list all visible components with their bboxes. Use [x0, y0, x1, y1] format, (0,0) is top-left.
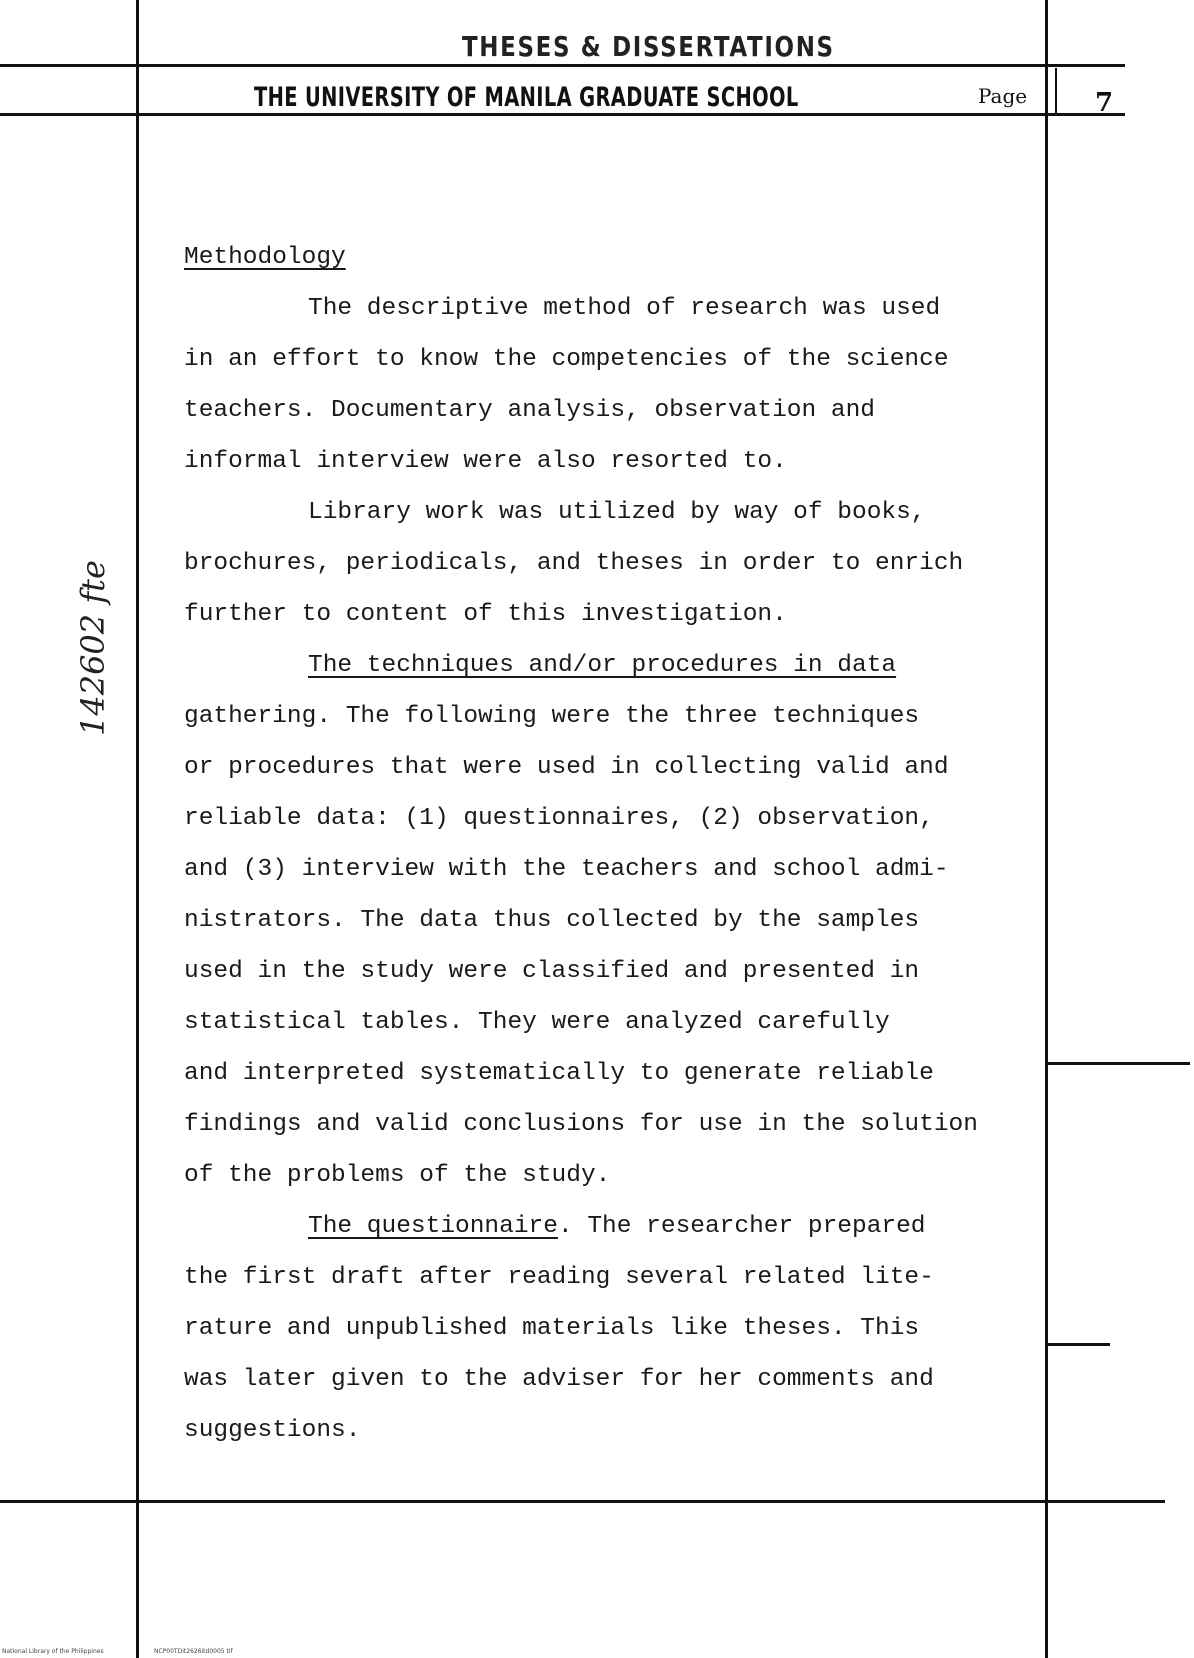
header-top-rule — [0, 64, 1125, 67]
text-segment: statistical tables. They were analyzed carefully — [184, 1009, 890, 1036]
theses-dissertations-stamp: THESES & DISSERTATIONS — [462, 30, 835, 63]
body-text — [184, 232, 1034, 1456]
text-segment: of the problems of the study. — [184, 1162, 611, 1189]
text-line — [184, 1099, 1034, 1150]
text-segment: and interpreted systematically to generate reliable — [184, 1060, 934, 1087]
text-segment: further to content of this investigation. — [184, 601, 787, 628]
text-segment: and (3) interview with the teachers and school admi- — [184, 856, 949, 883]
text-line — [184, 436, 1034, 487]
text-segment: . The researcher prepared — [557, 1213, 926, 1240]
text-line — [184, 1201, 1034, 1252]
text-segment: reliable data: (1) questionnaires, (2) observation, — [184, 805, 934, 832]
right-margin-tick-lower — [1045, 1343, 1110, 1346]
text-line — [184, 538, 1034, 589]
frame-left-line — [136, 0, 139, 1658]
text-line — [184, 1252, 1034, 1303]
page-number-cell-left-rule — [1055, 68, 1057, 114]
text-line — [184, 640, 1034, 691]
text-segment: or procedures that were used in collecting valid and — [184, 754, 949, 781]
text-line — [184, 232, 1034, 283]
text-segment: informal interview were also resorted to. — [184, 448, 787, 475]
text-line — [184, 844, 1034, 895]
text-segment: The descriptive method of research was used — [308, 295, 941, 322]
frame-right-line — [1045, 0, 1048, 1658]
text-line — [184, 283, 1034, 334]
text-segment: was later given to the adviser for her comments and — [184, 1366, 934, 1393]
footer-library-note: National Library of the Philippines — [2, 1648, 104, 1655]
text-line — [184, 793, 1034, 844]
text-segment: Library work was utilized by way of books, — [308, 499, 926, 526]
text-segment: the first draft after reading several related lite- — [184, 1264, 934, 1291]
text-line — [184, 742, 1034, 793]
text-line — [184, 385, 1034, 436]
text-line — [184, 895, 1034, 946]
underlined-heading: Methodology — [184, 244, 346, 271]
text-line — [184, 1354, 1034, 1405]
text-segment: used in the study were classified and presented in — [184, 958, 920, 985]
text-line — [184, 1405, 1034, 1456]
header-bottom-rule — [0, 113, 1125, 116]
text-line — [184, 997, 1034, 1048]
text-segment: findings and valid conclusions for use in the solution — [184, 1111, 978, 1138]
right-margin-tick-upper — [1045, 1062, 1190, 1065]
text-line — [184, 589, 1034, 640]
text-segment: rature and unpublished materials like theses. This — [184, 1315, 920, 1342]
text-segment: gathering. The following were the three techniques — [184, 703, 920, 730]
page-label: Page — [978, 84, 1028, 108]
text-line — [184, 1303, 1034, 1354]
underlined-heading: The techniques and/or procedures in data — [308, 652, 897, 679]
text-segment: brochures, periodicals, and theses in order to enrich — [184, 550, 964, 577]
text-line — [184, 1150, 1034, 1201]
text-line — [184, 691, 1034, 742]
text-line — [184, 946, 1034, 997]
text-line — [184, 334, 1034, 385]
footer-rule — [0, 1500, 1165, 1503]
text-segment: in an effort to know the competencies of the science — [184, 346, 949, 373]
school-header-title: THE UNIVERSITY OF MANILA GRADUATE SCHOOL — [254, 82, 799, 113]
footer-file-id: NCP00TDit2626itd0005 tif — [154, 1648, 233, 1655]
text-segment: suggestions. — [184, 1417, 361, 1444]
underlined-heading: The questionnaire — [308, 1213, 558, 1240]
text-line — [184, 487, 1034, 538]
text-line — [184, 1048, 1034, 1099]
handwritten-margin-note: 142602 fte — [74, 560, 112, 736]
text-segment: teachers. Documentary analysis, observation and — [184, 397, 876, 424]
page-number: 7 — [1095, 88, 1114, 118]
text-segment: nistrators. The data thus collected by the samples — [184, 907, 920, 934]
